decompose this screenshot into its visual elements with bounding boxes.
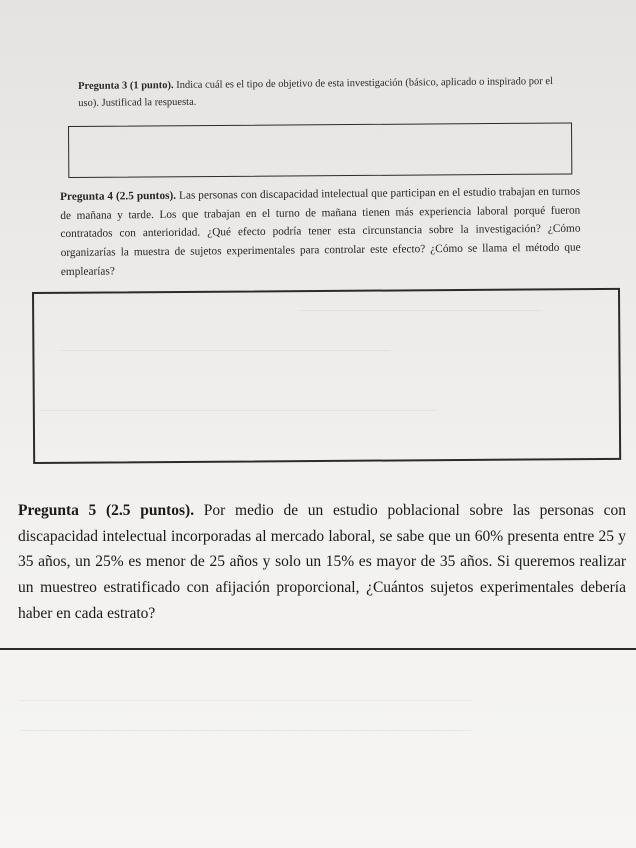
question-4 [60,183,581,282]
bleed-through-text: __________________________________________________________________________________ [20,690,471,702]
question-3-text: Indica cuál es el tipo de objetivo de esta investigación (básico, aplicado o inspirado por el uso). Justificad la respuesta. [78,76,553,110]
bleed-through-text: ____________________________________________ [300,300,542,312]
bleed-through-text: ____________________________________________________________ [60,340,390,352]
answer-box-question-5[interactable] [0,648,636,848]
question-5-text: Por medio de un estudio poblacional sobre las personas con discapacidad intelectual incorporadas al mercado laboral, se sabe que un 60% presenta entre 25 y 35 años, un 25% es menor de 25 años y solo un 15% es mayor de 35 años. Si queremos realizar un muestreo estratificado con afijación proporcional, ¿Cuántos sujetos experimentales debería haber en cada estrato? [18,502,626,622]
question-5 [18,498,626,627]
question-4-text: Las personas con discapacidad intelectual que participan en el estudio trabajan en turnos de mañana y tarde. Los que trabajan en el turno de mañana tienen más experiencia laboral porqué fueron contratados con anterioridad. ¿Qué efecto podría tener esta circunstancia sobre la investigación? ¿Cómo organizarías la muestra de sujetos experimentales para controlar este efecto? ¿Cómo se llama el método que emplearías? [60,185,581,278]
question-4-heading: Pregunta 4 (2.5 puntos). [60,189,177,203]
answer-box-question-3[interactable] [68,122,572,178]
answer-box-question-4[interactable] [32,288,621,464]
question-3 [78,73,558,113]
bleed-through-text: ________________________________________________________________________ [40,400,436,412]
question-5-heading: Pregunta 5 (2.5 puntos). [18,502,195,519]
bleed-through-text: __________________________________________________________________________________ [20,720,471,732]
question-3-heading: Pregunta 3 (1 punto). [78,79,174,92]
